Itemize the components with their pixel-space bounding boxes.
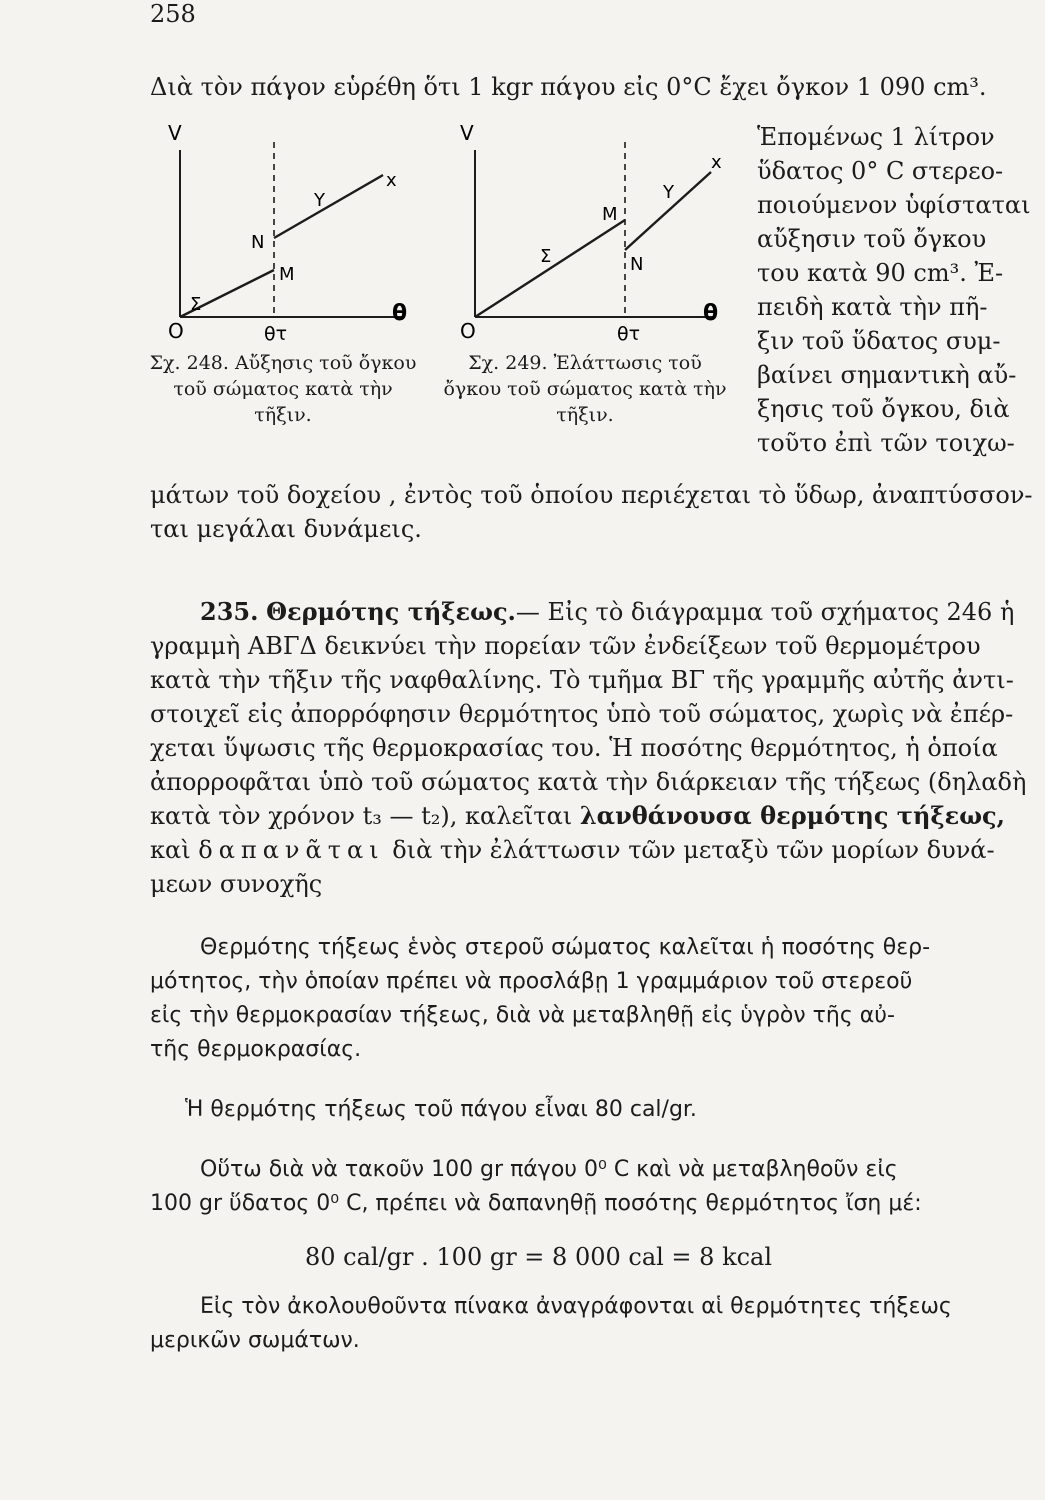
- example-line: 100 gr ὕδατος 0⁰ C, πρέπει νὰ δαπανηθῇ ποσότης θερμότητος ἴση μέ:: [150, 1191, 922, 1216]
- intro-line: Διὰ τὸν πάγον εὑρέθη ὅτι 1 kgr πάγου εἰς 0°C ἔχει ὄγκον 1 090 cm³.: [150, 73, 987, 101]
- fig249-label-m: M: [602, 204, 618, 225]
- fig249-label-v: V: [460, 121, 474, 145]
- figure-249-diagram: [445, 120, 735, 345]
- fig248-label-n: N: [251, 232, 265, 253]
- closing-line: μερικῶν σωμάτων.: [150, 1328, 360, 1353]
- figure-249-caption: Σχ. 249. Ἐλάττωσις τοῦ ὄγκου τοῦ σώματος κατὰ τὴν τῆξιν.: [443, 352, 727, 426]
- example-line: Οὕτω διὰ νὰ τακοῦν 100 gr πάγου 0⁰ C καὶ νὰ μεταβληθοῦν εἰς: [200, 1157, 898, 1182]
- side-text-line: ὕδατος 0° C στερεο-: [757, 157, 1004, 185]
- page-number: 258: [150, 0, 196, 28]
- fig248-label-sigma: Σ: [190, 294, 202, 315]
- fig248-label-x: x: [386, 170, 397, 191]
- fig249-label-sigma: Σ: [540, 246, 552, 267]
- side-text-line: τοῦτο ἐπὶ τῶν τοιχω-: [757, 429, 1015, 457]
- fig248-label-m: M: [279, 264, 295, 285]
- closing-line: Εἰς τὸν ἀκολουθοῦντα πίνακα ἀναγράφονται αἱ θερμότητες τήξεως: [200, 1294, 952, 1319]
- fig249-label-x: x: [711, 152, 722, 173]
- section-line: [150, 833, 995, 867]
- continuation-line: ται μεγάλαι δυνάμεις.: [150, 515, 422, 543]
- section-line: ἀπορροφᾶται ὑπὸ τοῦ σώματος κατὰ τὴν διάρκειαν τῆς τήξεως (δηλαδὴ: [150, 768, 1027, 796]
- section-title: Θερμότης τήξεως.: [266, 597, 516, 626]
- section-number: 235.: [200, 597, 259, 626]
- section-line: κατὰ τὴν τῆξιν τῆς ναφθαλίνης. Τὸ τμῆμα ΒΓ τῆς γραμμῆς αὐτῆς ἀντι-: [150, 666, 1014, 694]
- ice-statement: Ἡ θερμότης τήξεως τοῦ πάγου εἶναι 80 cal/gr.: [185, 1097, 697, 1122]
- section-line: χεται ὕψωσις τῆς θερμοκρασίας του. Ἡ ποσότης θερμότητος, ἡ ὁποία: [150, 734, 998, 762]
- fig248-label-v: V: [168, 121, 182, 145]
- section-line: [150, 799, 1005, 833]
- fig249-label-y: Y: [663, 182, 674, 203]
- side-text-line: αὔξησιν τοῦ ὄγκου: [757, 225, 987, 253]
- side-text-line: Ἑπομένως 1 λίτρον: [757, 123, 995, 151]
- section-heading-line: [200, 595, 1014, 629]
- fig248-label-theta: θ: [392, 301, 408, 326]
- side-text-line: ξησις τοῦ ὄγκου, διὰ: [757, 395, 1010, 423]
- side-text-line: του κατὰ 90 cm³. Ἐ-: [757, 259, 1004, 287]
- definition-line: εἰς τὴν θερμοκρασίαν τήξεως, διὰ νὰ μεταβληθῇ εἰς ὑγρὸν τῆς αὐ-: [150, 1003, 895, 1028]
- figure-248-diagram: [150, 120, 425, 345]
- fig248-label-y: Y: [314, 190, 325, 211]
- fig249-label-n: N: [630, 254, 644, 275]
- continuation-line: μάτων τοῦ δοχείου , ἐντὸς τοῦ ὁποίου περιέχεται τὸ ὕδωρ, ἀναπτύσσον-: [150, 481, 1033, 509]
- side-text-line: πειδὴ κατὰ τὴν πῆ-: [757, 293, 988, 321]
- side-text-line: ξιν τοῦ ὕδατος συμ-: [757, 327, 1001, 355]
- section-line: μεων συνοχῆς: [150, 870, 323, 898]
- spaced-word: δαπανᾶται: [198, 836, 385, 864]
- section-line: στοιχεῖ εἰς ἀπορρόφησιν θερμότητος ὑπὸ τοῦ σώματος, χωρὶς νὰ ἐπέρ-: [150, 700, 1014, 728]
- fig248-label-o: O: [168, 319, 184, 343]
- section-line-part: κατὰ τὸν χρόνον t₃ — t₂), καλεῖται: [150, 802, 573, 830]
- fig248-label-theta-t: θτ: [264, 323, 288, 345]
- definition-line: τῆς θερμοκρασίας.: [150, 1037, 362, 1062]
- equation: 80 cal/gr . 100 gr = 8 000 cal = 8 kcal: [305, 1243, 773, 1271]
- definition-line: Θερμότης τήξεως ἑνὸς στεροῦ σώματος καλεῖται ἡ ποσότης θερ-: [200, 935, 931, 960]
- definition-line: μότητος, τὴν ὁποίαν πρέπει νὰ προσλάβῃ 1 γραμμάριον τοῦ στερεοῦ: [150, 969, 913, 994]
- section-text: — Εἰς τὸ διάγραμμα τοῦ σχήματος 246 ἡ: [515, 598, 1015, 626]
- figure-248-caption: Σχ. 248. Αὔξησις τοῦ ὄγκου τοῦ σώματος κατὰ τὴν τῆξιν.: [149, 352, 417, 426]
- side-text-line: βαίνει σημαντικὴ αὔ-: [757, 361, 1017, 389]
- fig249-label-theta-t: θτ: [617, 323, 641, 345]
- section-line-part: διὰ τὴν ἐλάττωσιν τῶν μεταξὺ τῶν μορίων δυνά-: [392, 836, 995, 864]
- fig249-label-o: O: [460, 319, 476, 343]
- latent-heat-term: λανθάνουσα θερμότης τήξεως,: [579, 801, 1006, 830]
- side-text-line: ποιούμενον ὑφίσταται: [757, 191, 1031, 219]
- section-line-part: καὶ: [150, 836, 191, 864]
- section-line: γραμμὴ ΑΒΓΔ δεικνύει τὴν πορείαν τῶν ἐνδείξεων τοῦ θερμομέτρου: [150, 632, 981, 660]
- fig249-label-theta: θ: [703, 301, 719, 326]
